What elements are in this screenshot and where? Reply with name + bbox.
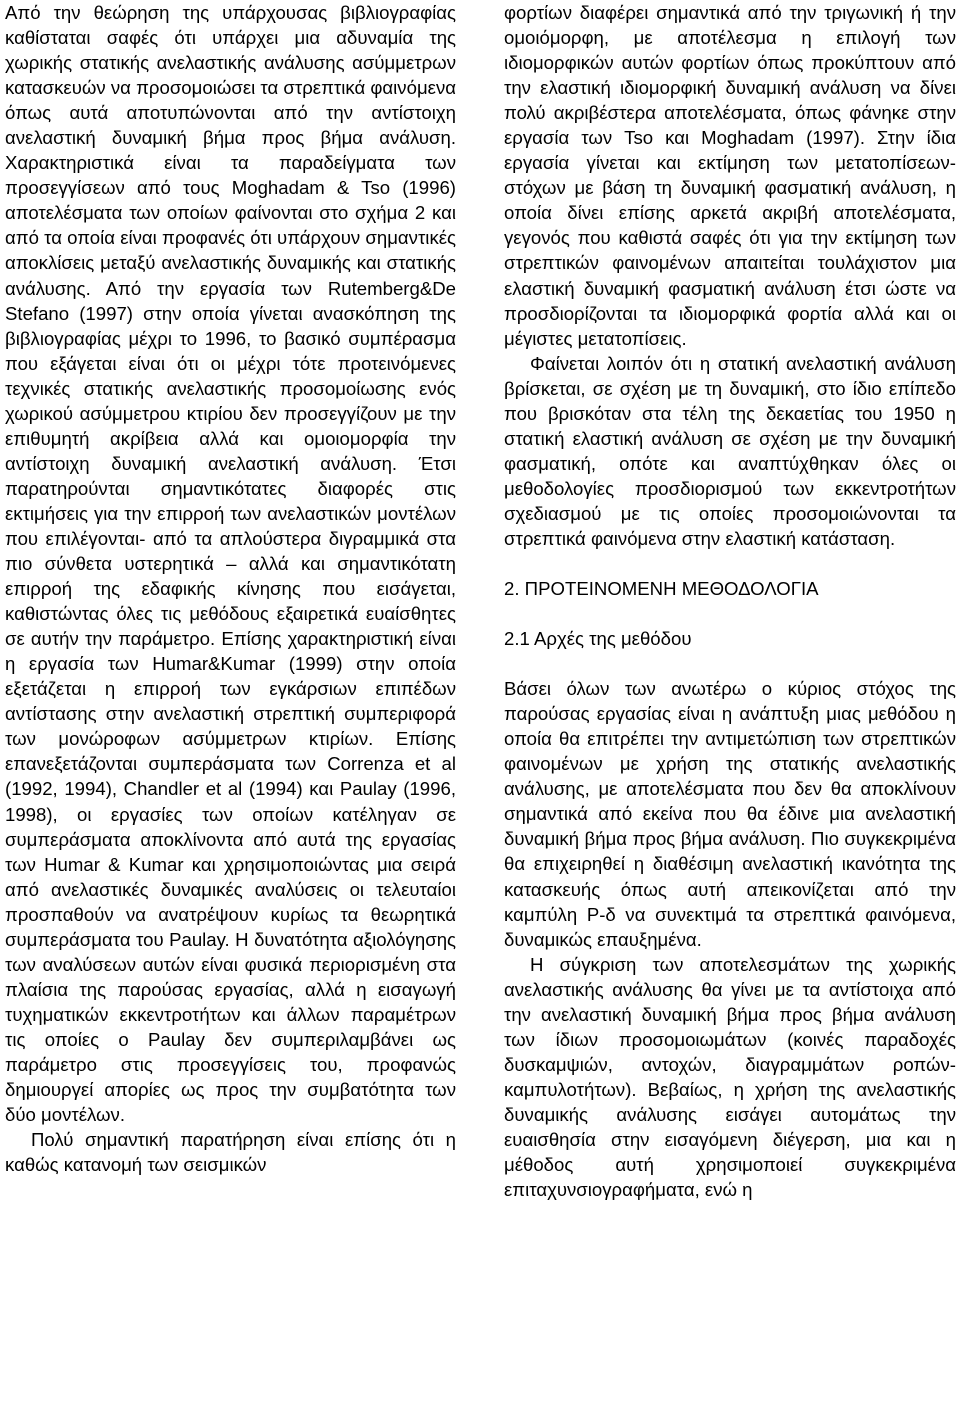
section-heading: 2. ΠΡΟΤΕΙΝΟΜΕΝΗ ΜΕΘΟΔΟΛΟΓΙΑ [504, 578, 819, 600]
spacer [504, 651, 956, 676]
right-column [504, 0, 956, 1202]
body-paragraph: Φαίνεται λοιπόν ότι η στατική ανελαστική ανάλυση βρίσκεται, σε σχέση με τη δυναμική, στο ίδιο επίπεδο που βρισκόταν στα τέλη της δεκαετίας του 1950 η στατική ελαστική ανάλυση σε σχέση με την δυναμική φασματική, οπότε και αναπτύχθηκαν όλες οι μεθοδολογίες προσδιορισμού των εκκεντροτήτων σχεδιασμού με τις οποίες προσομοιώνονται τα στρεπτικά φαινόμενα στην ελαστική κατάσταση. [504, 352, 956, 549]
body-paragraph: Η σύγκριση των αποτελεσμάτων της χωρικής ανελαστικής ανάλυσης θα γίνει με τα αντίστοιχα από την ανελαστική δυναμική βήμα προς βήμα ανάλυση των ίδιων προσομοιωμάτων (κοινές παραδοχές δυσκαμψιών, αντοχών, διαγραμμάτων ροπών-καμπυλοτήτων). Βεβαίως, η χρήση της ανελαστικής δυναμικής ανάλυσης εισάγει αυτομάτως την ευαισθησία στην εισαγόμενη διέγερση, μια και η μέθοδος αυτή χρησιμοποιεί συγκεκριμένα επιταχυνσιογραφήματα, ενώ η [504, 953, 956, 1201]
spacer [504, 551, 956, 576]
body-paragraph: Από την θεώρηση της υπάρχουσας βιβλιογραφίας καθίσταται σαφές ότι υπάρχει μια αδυναμία της χωρικής στατικής ανελαστικής ανάλυσης ασύμμετρων κατασκευών να προσομοιώσει τα στρεπτικά φαινόμενα όπως αυτά αποτυπώνονται από την αντίστοιχη ανελαστική δυναμική βήμα προς βήμα ανάλυση. Χαρακτηριστικά είναι τα παραδείγματα των προσεγγίσεων από τους Moghadam & Tso (1996) αποτελέσματα των οποίων φαίνονται στο σχήμα 2 και από τα οποία είναι προφανές ότι υπάρχουν σημαντικές αποκλίσεις μεταξύ ανελαστικής δυναμικής και στατικής ανάλυσης. Από την εργασία των Rutemberg&De Stefano (1997) στην οποία γίνεται ανασκόπηση της βιβλιογραφίας μέχρι το 1996, το βασικό συμπέρασμα που εξάγεται είναι ότι οι μέχρι τότε προτεινόμενες τεχνικές στατικής ανελαστικής προσομοίωσης ενός χωρικού ασύμμετρου κτιρίου δεν προσεγγίζουν με την επιθυμητή ακρίβεια αλλά και ομοιομορφία την αντίστοιχη δυναμική ανελαστική ανάλυση. Έτσι παρατηρούνται σημαντικότατες διαφορές στις εκτιμήσεις για την επιρροή των ανελαστικών μοντέλων που επιλέγονται- από τα απλούστερα διγραμμικά στα πιο σύνθετα υστερητικά – αλλά και σημαντικότατη επιρροή της εδαφικής κίνησης που εισάγεται, καθιστώντας όλες τις μεθόδους εξαιρετικά ευαίσθητες σε αυτήν την παράμετρο. Επίσης χαρακτηριστική είναι η εργασία των Humar&Kumar (1999) στην οποία εξετάζεται η επιρροή των εγκάρσιων επιπέδων αντίστασης στην ανελαστική στρεπτική συμπεριφορά των μονώροφων ασύμμετρων κτιρίων. Επίσης επανεξετάζονται συμπεράσματα των Correnza et al (1992, 1994), Chandler et al (1994) και Paulay (1996, 1998), οι εργασίες των οποίων κατέληγαν σε συμπεράσματα αποκλίνοντα από αυτά της εργασίας των Humar & Kumar και χρησιμοποιώντας μια σειρά από ανελαστικές δυναμικές αναλύσεις οι τελευταίοι προσπαθούν να ανατρέψουν κυρίως τα θεωρητικά συμπεράσματα του Paulay. Η δυνατότητα αξιολόγησης των αναλύσεων αυτών είναι φυσικά περιορισμένη στα πλαίσια της παρούσας εργασίας, αλλά η εισαγωγή τυχηματικών εκκεντροτήτων και άλλων παραμέτρων τις οποίες ο Paulay δεν συμπεριλαμβάνει ως παράμετρο στις προσεγγίσεις του, προφανώς δημιουργεί απορίες ως προς την συμβατότητα των δύο μοντέλων. [5, 2, 456, 1126]
body-paragraph: Βάσει όλων των ανωτέρω ο κύριος στόχος της παρούσας εργασίας είναι η ανάπτυξη μιας μεθόδου η οποία θα επιτρέπει την αντιμετώπιση των στρεπτικών φαινομένων με χρήση της στατικής ανελαστικής ανάλυσης, με αποτελέσματα που δεν θα αποκλίνουν σημαντικά από εκείνα που θα έδινε μια ανελαστική δυναμική βήμα προς βήμα ανάλυση. Πιο συγκεκριμένα θα επιχειρηθεί η διαθέσιμη ανελαστική ικανότητα της κατασκευής όπως αυτή απεικονίζεται από την καμπύλη P-δ να συνεκτιμά τα στρεπτικά φαινόμενα, δυναμικώς επαυξημένα. [504, 678, 956, 950]
body-paragraph: Πολύ σημαντική παρατήρηση είναι επίσης ότι η καθώς κατανομή των σεισμικών [5, 1129, 456, 1176]
spacer [504, 601, 956, 626]
body-paragraph: φορτίων διαφέρει σημαντικά από την τριγωνική ή την ομοιόμορφη, με αποτέλεσμα η επιλογή των ιδιομορφικών αυτών φορτίων όπως προκύπτουν από την ελαστική ιδιομορφική δυναμική ανάλυση να δίνει πολύ ακριβέστερα αποτελέσματα, όπως φάνηκε στην εργασία των Tso και Moghadam (1997). Στην ίδια εργασία γίνεται και εκτίμηση των μετατοπίσεων-στόχων με βάση τη δυναμική φασματική ανάλυση, η οποία δίνει επίσης αρκετά ακριβή αποτελέσματα, γεγονός που καθιστά σαφές ότι για την εκτίμηση των στρεπτικών φαινομένων απαιτείται τουλάχιστον μια ελαστική δυναμική φασματική ανάλυση έτσι ώστε να προσδιορίζονται τα ιδιομορφικά φορτία αλλά και οι μέγιστες μετατοπίσεις. [504, 2, 956, 349]
subsection-heading: 2.1 Αρχές της μεθόδου [504, 628, 692, 650]
left-column [5, 0, 456, 1177]
